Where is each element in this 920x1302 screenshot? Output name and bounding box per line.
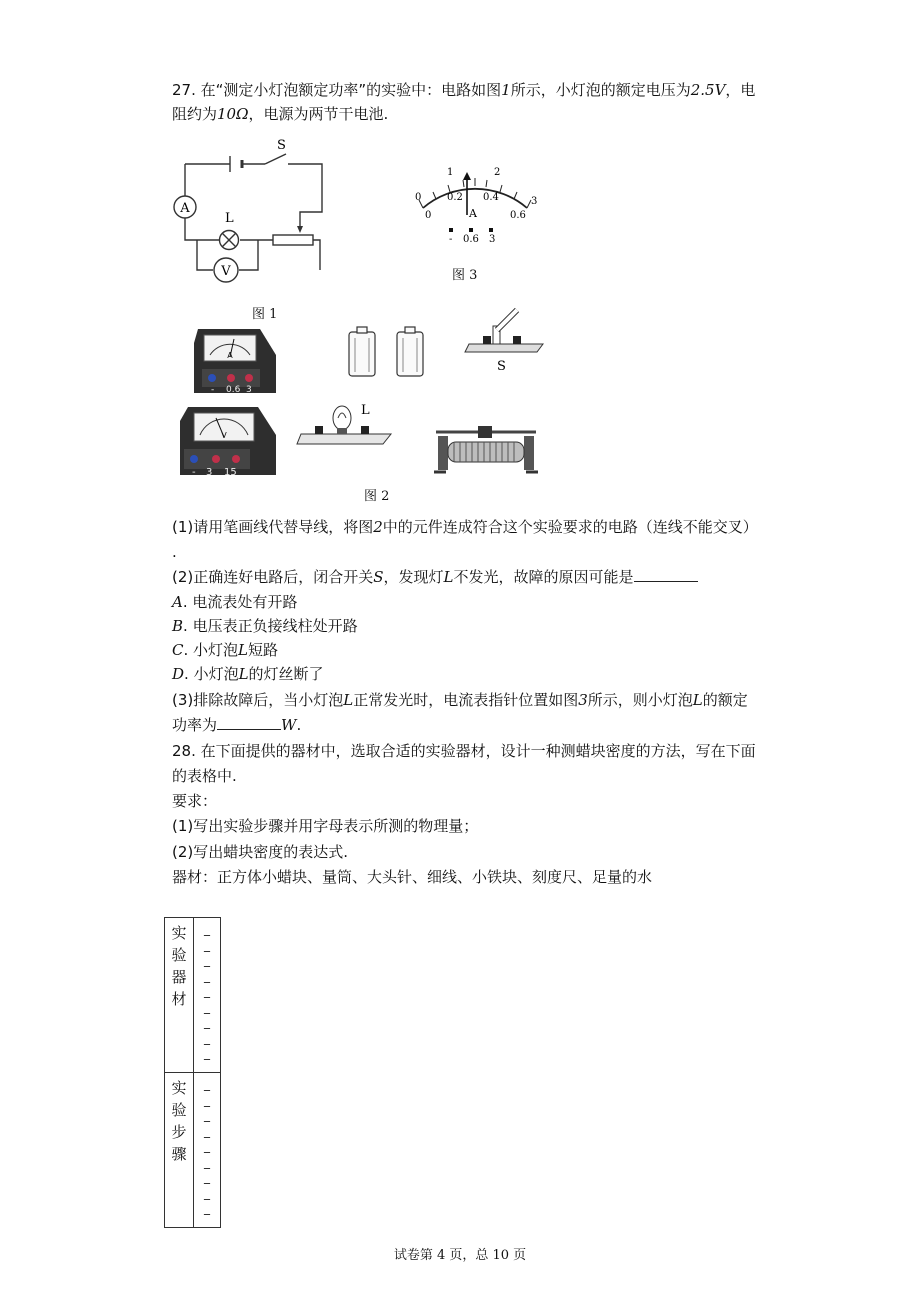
label-char: 步 [171,1123,187,1141]
answer-blank[interactable] [634,567,698,582]
figure1-caption: 图 1 [252,307,278,322]
dash: _ [204,1092,210,1107]
part3-text: (3)排除故障后，当小灯泡 [172,691,344,709]
dash: _ [204,1185,210,1200]
page-footer: 试卷第 4 页，总 10 页 [393,1248,527,1263]
q27-line2 [172,103,388,125]
voltmeter-label: V [221,264,231,279]
resistance-value: 10Ω [217,105,249,123]
part3-text: 所示，则小灯泡 [587,691,693,709]
dash: _ [204,968,210,983]
ammeter-device [190,325,282,397]
scale-0.6: 0.6 [510,210,526,221]
option-key: D [172,665,185,683]
dash: _ [204,1154,210,1169]
part3-line1 [172,689,748,711]
option-key: A [172,593,183,611]
voltmeter-terminal-minus: - [192,467,196,478]
dash: _ [204,1046,210,1060]
dash: _ [204,999,210,1014]
ammeter-terminal-0.6: 0.6 [226,385,241,395]
answer-blank[interactable] [217,715,281,730]
ammeter-terminal-minus: - [211,385,215,395]
voltmeter-device [176,403,282,479]
scale-0: 0 [425,210,432,221]
label-char: 器 [171,968,187,986]
row-label-materials [165,918,194,1073]
q27-line1 [172,79,755,101]
fig-ref: 2 [373,518,383,536]
option-d [172,663,324,685]
ammeter-dial [405,160,555,250]
label-char: 验 [171,946,187,964]
ammeter-terminal-3: 3 [246,385,252,395]
terminal-minus: - [449,234,453,245]
part1-end: . [172,543,177,561]
q27-text: 27. 在“测定小灯泡额定功率”的实验中：电路如图 [172,81,502,99]
option-b [172,615,358,637]
fig-ref: 1 [501,81,511,99]
var-l: L [343,691,354,709]
answer-table [164,917,221,1228]
scale-2: 2 [494,167,501,178]
voltmeter-terminal-15: 15 [224,467,237,478]
part3-text: . [296,716,302,734]
scale-1: 1 [447,167,454,178]
dash: _ [204,953,210,967]
scale-0.4: 0.4 [483,192,499,203]
q27-text: ，电源为两节干电池. [248,105,389,123]
part2-text: (2)正确连好电路后，闭合开关 [172,568,374,586]
dash: _ [204,1077,210,1091]
option-text: 短路 [248,641,279,659]
part3-line2 [172,714,301,736]
label-char: 骤 [171,1145,187,1163]
rheostat-device [432,420,542,476]
switch-blade [265,154,286,164]
part1-line [172,516,758,538]
scale-0: 0 [415,192,422,203]
terminal-3: 3 [489,234,496,245]
dash: _ [204,922,210,936]
part2-text: 不发光，故障的原因可能是 [453,568,634,586]
switch-device-label: S [497,359,506,374]
figure2-caption: 图 2 [364,489,390,504]
option-a [172,591,297,613]
var-l: L [692,691,703,709]
option-text: . 小灯泡 [183,641,239,659]
q27-text: 所示，小灯泡的额定电压为 [510,81,691,99]
q27-text: 阻约为 [172,105,218,123]
option-key: C [172,641,184,659]
answer-cell-steps[interactable] [194,1073,221,1228]
table-row [165,1073,221,1228]
option-c [172,639,278,661]
q28-req2: (2)写出蜡块密度的表达式. [172,843,349,861]
var-s: S [373,568,384,586]
circuit-diagram [170,140,340,290]
part3-text: 功率为 [172,716,218,734]
voltmeter-terminal-3: 3 [206,467,213,478]
lamp-device [295,400,395,454]
label-char: 实 [171,1079,187,1097]
var-l: L [238,665,249,683]
unit-w: W [281,716,297,734]
dash: _ [204,937,210,952]
row-label-steps [165,1073,194,1228]
table-row [165,918,221,1073]
scale-3: 3 [531,196,538,207]
q27-text: ，电 [725,81,756,99]
option-text: 的灯丝断了 [248,665,324,683]
label-char: 实 [171,924,187,942]
dash: _ [204,1015,210,1029]
q28-req: 要求： [172,792,218,810]
unit-label: A [469,207,477,220]
terminal-0.6: 0.6 [463,234,479,245]
part1-text: (1)请用笔画线代替导线，将图 [172,518,374,536]
label-char: 验 [171,1101,187,1119]
part2-text: ，发现灯 [383,568,444,586]
dash: _ [204,1170,210,1184]
q28-line2: 的表格中. [172,767,237,785]
voltage-value: 2.5V [690,81,726,99]
dash: _ [204,1108,210,1122]
dash: _ [204,1123,210,1138]
lamp-device-label: L [361,403,370,418]
dash: _ [204,1201,210,1215]
lamp-label: L [225,211,234,226]
fig-ref: 3 [578,691,588,709]
rheostat-symbol [273,235,313,245]
switch-label: S [277,138,286,153]
option-key: B [172,617,184,635]
q28-materials: 器材：正方体小蜡块、量筒、大头针、细线、小铁块、刻度尺、足量的水 [172,868,653,886]
switch-device [465,306,547,374]
dash: _ [204,1030,210,1045]
option-text: . 电压表正负接线柱处开路 [183,617,358,635]
option-text: . 小灯泡 [184,665,239,683]
q28-req1: (1)写出实验步骤并用字母表示所测的物理量； [172,817,479,835]
svg-text:A: A [227,351,233,360]
answer-cell-materials[interactable] [194,918,221,1073]
option-text: . 电流表处有开路 [182,593,298,611]
label-char: 材 [171,990,187,1008]
part3-text: 正常发光时，电流表指针位置如图 [353,691,579,709]
dash: _ [204,1139,210,1153]
var-l: L [238,641,248,659]
scale-0.2: 0.2 [447,192,463,203]
part3-text: 的额定 [702,691,748,709]
var-l: L [443,568,454,586]
part1-text: 中的元件连成符合这个实验要求的电路（连线不能交叉） [382,518,758,536]
part2-line [172,566,698,588]
figure3-caption: 图 3 [452,268,478,283]
q28-line1: 28. 在下面提供的器材中，选取合适的实验器材，设计一种测蜡块密度的方法，写在下面 [172,742,756,760]
dash: _ [204,984,210,998]
svg-text:V: V [221,431,227,440]
battery-pair [345,326,427,378]
ammeter-label: A [180,201,190,216]
